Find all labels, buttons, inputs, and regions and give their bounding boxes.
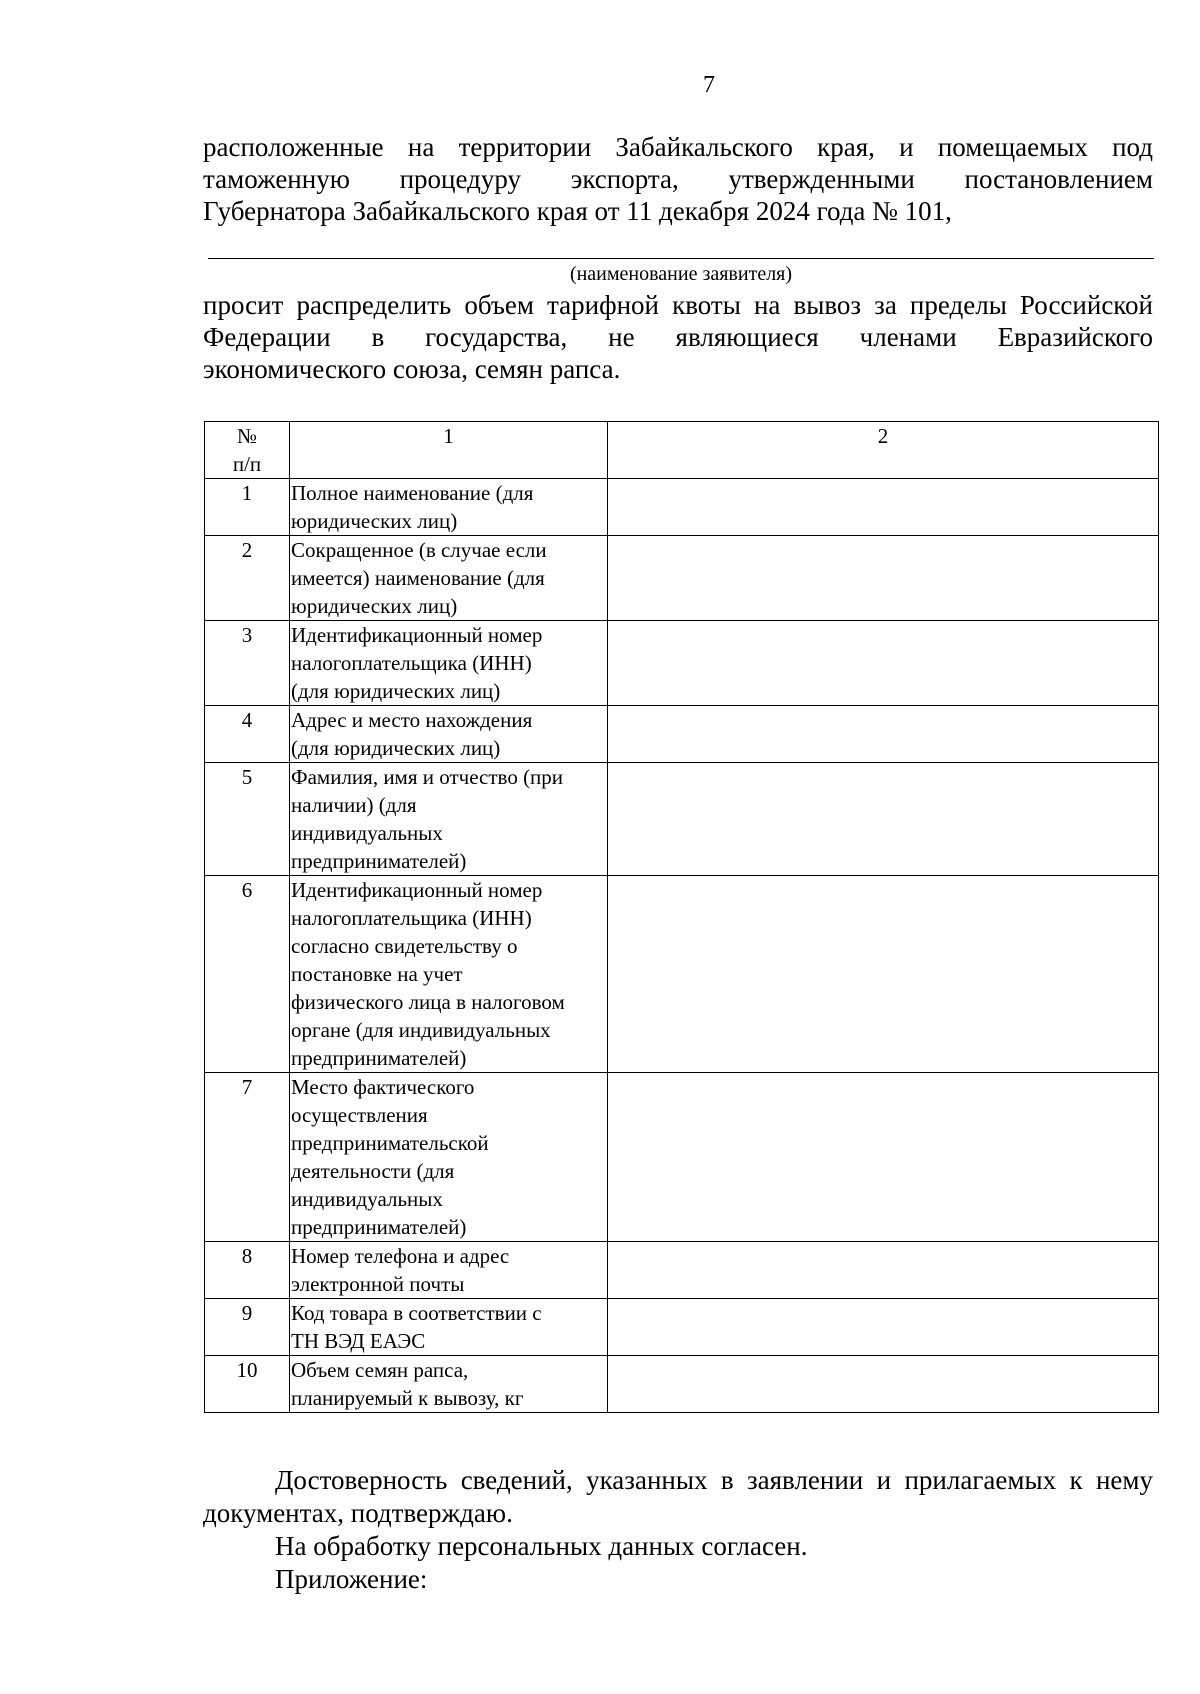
header-num-abbrev: п/п bbox=[232, 452, 262, 476]
row-number: 8 bbox=[205, 1242, 290, 1299]
row-label-line: физического лица в налоговом bbox=[291, 990, 565, 1014]
consent-statement: На обработку персональных данных согласен. bbox=[275, 1531, 808, 1561]
row-value-cell[interactable] bbox=[608, 536, 1159, 621]
row-label-line: деятельности (для bbox=[291, 1159, 455, 1183]
table-row bbox=[205, 479, 1159, 536]
confirmation-line: Достоверность сведений, указанных в заявлении и прилагаемых к нему bbox=[275, 1465, 1153, 1495]
table-row bbox=[205, 621, 1159, 706]
row-label-line: юридических лиц) bbox=[291, 509, 458, 533]
row-label bbox=[290, 479, 608, 536]
row-value-cell[interactable] bbox=[608, 1242, 1159, 1299]
intro-paragraph bbox=[203, 131, 1153, 227]
row-label-line: наличии) (для bbox=[291, 793, 417, 817]
row-label bbox=[290, 706, 608, 763]
row-number: 7 bbox=[205, 1073, 290, 1242]
header-num-cell bbox=[205, 422, 290, 479]
page-number: 7 bbox=[703, 72, 715, 98]
row-label-line: Объем семян рапса, bbox=[291, 1358, 469, 1382]
row-label bbox=[290, 1356, 608, 1413]
row-label-line: Полное наименование (для bbox=[291, 481, 534, 505]
header-col2: 2 bbox=[608, 422, 1159, 479]
row-label bbox=[290, 1299, 608, 1356]
confirmation-paragraph bbox=[203, 1464, 1153, 1530]
row-number: 4 bbox=[205, 706, 290, 763]
row-number: 2 bbox=[205, 536, 290, 621]
applicant-info-table bbox=[204, 421, 1159, 1413]
confirmation-line: документах, подтверждаю. bbox=[203, 1498, 513, 1528]
row-number: 3 bbox=[205, 621, 290, 706]
intro-line: Губернатора Забайкальского края от 11 декабря 2024 года № 101, bbox=[203, 196, 952, 226]
applicant-name-line bbox=[208, 258, 1154, 259]
table-row bbox=[205, 1299, 1159, 1356]
row-number: 5 bbox=[205, 763, 290, 876]
row-value-cell[interactable] bbox=[608, 876, 1159, 1073]
row-label bbox=[290, 536, 608, 621]
request-line: просит распределить объем тарифной квоты на вывоз за пределы Российской bbox=[203, 290, 1153, 320]
row-label-line: электронной почты bbox=[291, 1272, 465, 1296]
intro-line: таможенную процедуру экспорта, утвержденными постановлением bbox=[203, 164, 1153, 194]
row-value-cell[interactable] bbox=[608, 1356, 1159, 1413]
table-row bbox=[205, 536, 1159, 621]
header-col1: 1 bbox=[290, 422, 608, 479]
row-number: 6 bbox=[205, 876, 290, 1073]
request-line: Федерации в государства, не являющиеся членами Евразийского bbox=[203, 322, 1153, 352]
row-label-line: Фамилия, имя и отчество (при bbox=[291, 765, 564, 789]
row-label bbox=[290, 763, 608, 876]
row-label-line: планируемый к вывозу, кг bbox=[291, 1386, 524, 1410]
table-row bbox=[205, 1242, 1159, 1299]
row-label-line: налогоплательщика (ИНН) bbox=[291, 906, 532, 930]
header-num-symbol: № bbox=[236, 424, 258, 448]
row-label-line: Место фактического bbox=[291, 1075, 475, 1099]
row-label-line: Идентификационный номер bbox=[291, 878, 543, 902]
table-row bbox=[205, 876, 1159, 1073]
row-label-line: Идентификационный номер bbox=[291, 623, 543, 647]
row-number: 1 bbox=[205, 479, 290, 536]
row-label-line: (для юридических лиц) bbox=[291, 736, 501, 760]
table-row bbox=[205, 1356, 1159, 1413]
applicant-caption: (наименование заявителя) bbox=[569, 263, 793, 285]
row-label bbox=[290, 1242, 608, 1299]
row-label bbox=[290, 621, 608, 706]
row-label bbox=[290, 1073, 608, 1242]
row-label-line: Сокращенное (в случае если bbox=[291, 538, 547, 562]
row-label-line: постановке на учет bbox=[291, 962, 463, 986]
row-label-line: осуществления bbox=[291, 1103, 428, 1127]
row-value-cell[interactable] bbox=[608, 1073, 1159, 1242]
row-label-line: предпринимателей) bbox=[291, 849, 467, 873]
row-label-line: индивидуальных bbox=[291, 821, 443, 845]
row-label-line: предпринимателей) bbox=[291, 1215, 467, 1239]
row-value-cell[interactable] bbox=[608, 1299, 1159, 1356]
table-header-row bbox=[205, 422, 1159, 479]
row-label-line: предпринимательской bbox=[291, 1131, 489, 1155]
request-line: экономического союза, семян рапса. bbox=[203, 354, 621, 384]
intro-line: расположенные на территории Забайкальского края, и помещаемых под bbox=[203, 132, 1153, 162]
attachment-label: Приложение: bbox=[275, 1564, 428, 1594]
table-row bbox=[205, 763, 1159, 876]
row-value-cell[interactable] bbox=[608, 763, 1159, 876]
row-label-line: (для юридических лиц) bbox=[291, 679, 501, 703]
row-label-line: Код товара в соответствии с bbox=[291, 1301, 542, 1325]
row-label-line: налогоплательщика (ИНН) bbox=[291, 651, 532, 675]
row-value-cell[interactable] bbox=[608, 479, 1159, 536]
row-value-cell[interactable] bbox=[608, 621, 1159, 706]
row-label-line: Адрес и место нахождения bbox=[291, 708, 533, 732]
request-paragraph bbox=[203, 289, 1153, 385]
row-value-cell[interactable] bbox=[608, 706, 1159, 763]
row-label-line: предпринимателей) bbox=[291, 1046, 467, 1070]
row-number: 10 bbox=[205, 1356, 290, 1413]
table-row bbox=[205, 1073, 1159, 1242]
row-label-line: органе (для индивидуальных bbox=[291, 1018, 551, 1042]
row-label-line: индивидуальных bbox=[291, 1187, 443, 1211]
row-label-line: юридических лиц) bbox=[291, 594, 458, 618]
row-number: 9 bbox=[205, 1299, 290, 1356]
row-label bbox=[290, 876, 608, 1073]
row-label-line: согласно свидетельству о bbox=[291, 934, 518, 958]
table-row bbox=[205, 706, 1159, 763]
row-label-line: имеется) наименование (для bbox=[291, 566, 545, 590]
row-label-line: ТН ВЭД ЕАЭС bbox=[291, 1329, 426, 1353]
row-label-line: Номер телефона и адрес bbox=[291, 1244, 510, 1268]
